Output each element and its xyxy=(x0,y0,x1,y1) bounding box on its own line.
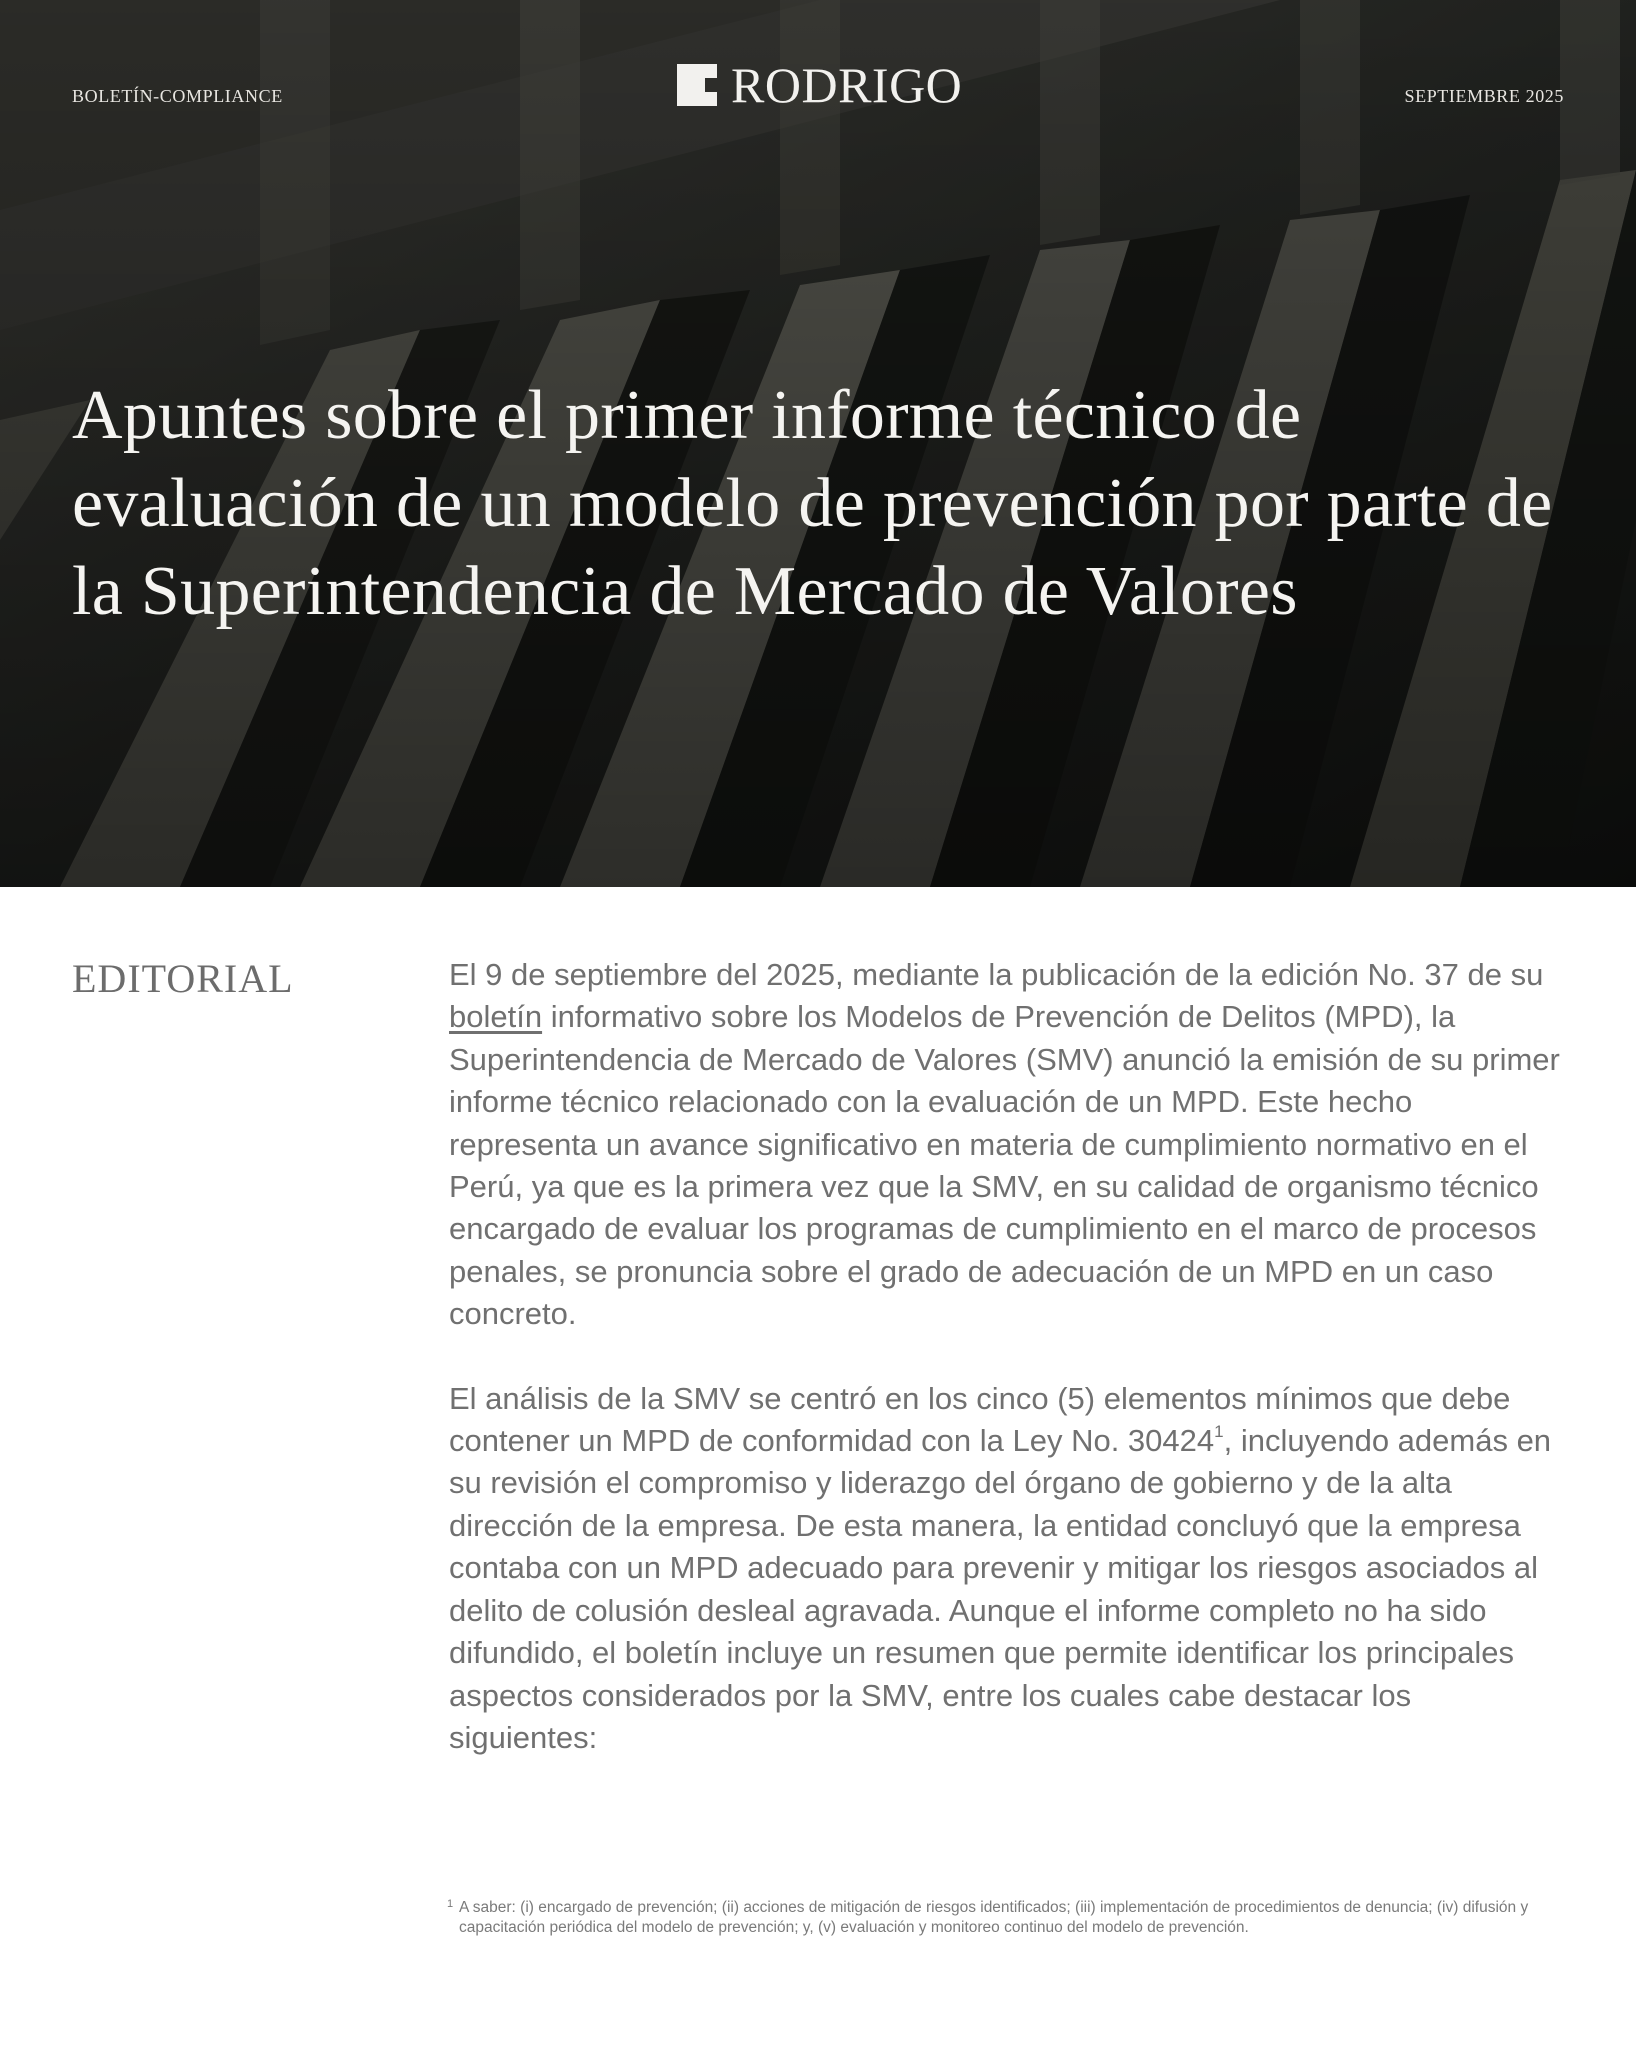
footnote xyxy=(447,1898,1584,1938)
publication-type: BOLETÍN-COMPLIANCE xyxy=(72,86,283,106)
boletin-link[interactable]: boletín xyxy=(449,999,543,1035)
paragraph-1: El 9 de septiembre del 2025, mediante la publicación de la edición No. 37 de su boletín informativo sobre los Modelos de Prevención de Delitos (MPD), la Superintendencia de Mercado de Valores (SMV) anunció la emisión de su primer informe técnico relacionado con la evaluación de un MPD. Este hecho representa un avance significativo en materia de cumplimiento normativo en el Perú, ya que es la primera vez que la SMV, en su calidad de organismo técnico encargado de evaluar los programas de cumplimiento en el marco de procesos penales, se pronuncia sobre el grado de adecuación de un MPD en un caso concreto. xyxy=(449,957,1560,1332)
paragraph-2: El análisis de la SMV se centró en los cinco (5) elementos mínimos que debe contener un MPD de conformidad con la Ley No. 30424$^1$, incluyendo además en su revisión el compromiso y liderazgo del órgano de gobierno y de la alta dirección de la empresa. De esta manera, la entidad concluyó que la empresa contaba con un MPD adecuado para prevenir y mitigar los riesgos asociados al delito de colusión desleal agravada. Aunque el informe completo no ha sido difundido, el boletín incluye un resumen que permite identificar los principales aspectos considerados por la SMV, entre los cuales cabe destacar los siguientes: xyxy=(449,1380,1552,1755)
section-label: EDITORIAL xyxy=(72,956,294,1001)
footnote-mark: 1 xyxy=(447,1898,454,1910)
brand-name: RODRIGO xyxy=(731,57,963,113)
brand-mark-icon xyxy=(677,64,717,106)
footnote-text: A saber: (i) encargado de prevención; (ii) acciones de mitigación de riesgos identificados; (iii) implementación de procedimientos de denuncia; (iv) difusión y capacitación periódica del modelo de prevención; y, (v) evaluación y monitoreo continuo del modelo de prevención. xyxy=(459,1899,1529,1936)
publication-date: SEPTIEMBRE 2025 xyxy=(1404,86,1564,106)
page-title: Apuntes sobre el primer informe técnico de evaluación de un modelo de prevención por parte de la Superintendencia de Mercado de Valores xyxy=(72,377,1553,630)
brand-logo[interactable] xyxy=(677,57,963,113)
article-body xyxy=(449,954,1564,1801)
hero-banner xyxy=(0,0,1636,887)
footnote-reference[interactable]: 1 xyxy=(1214,1422,1224,1442)
